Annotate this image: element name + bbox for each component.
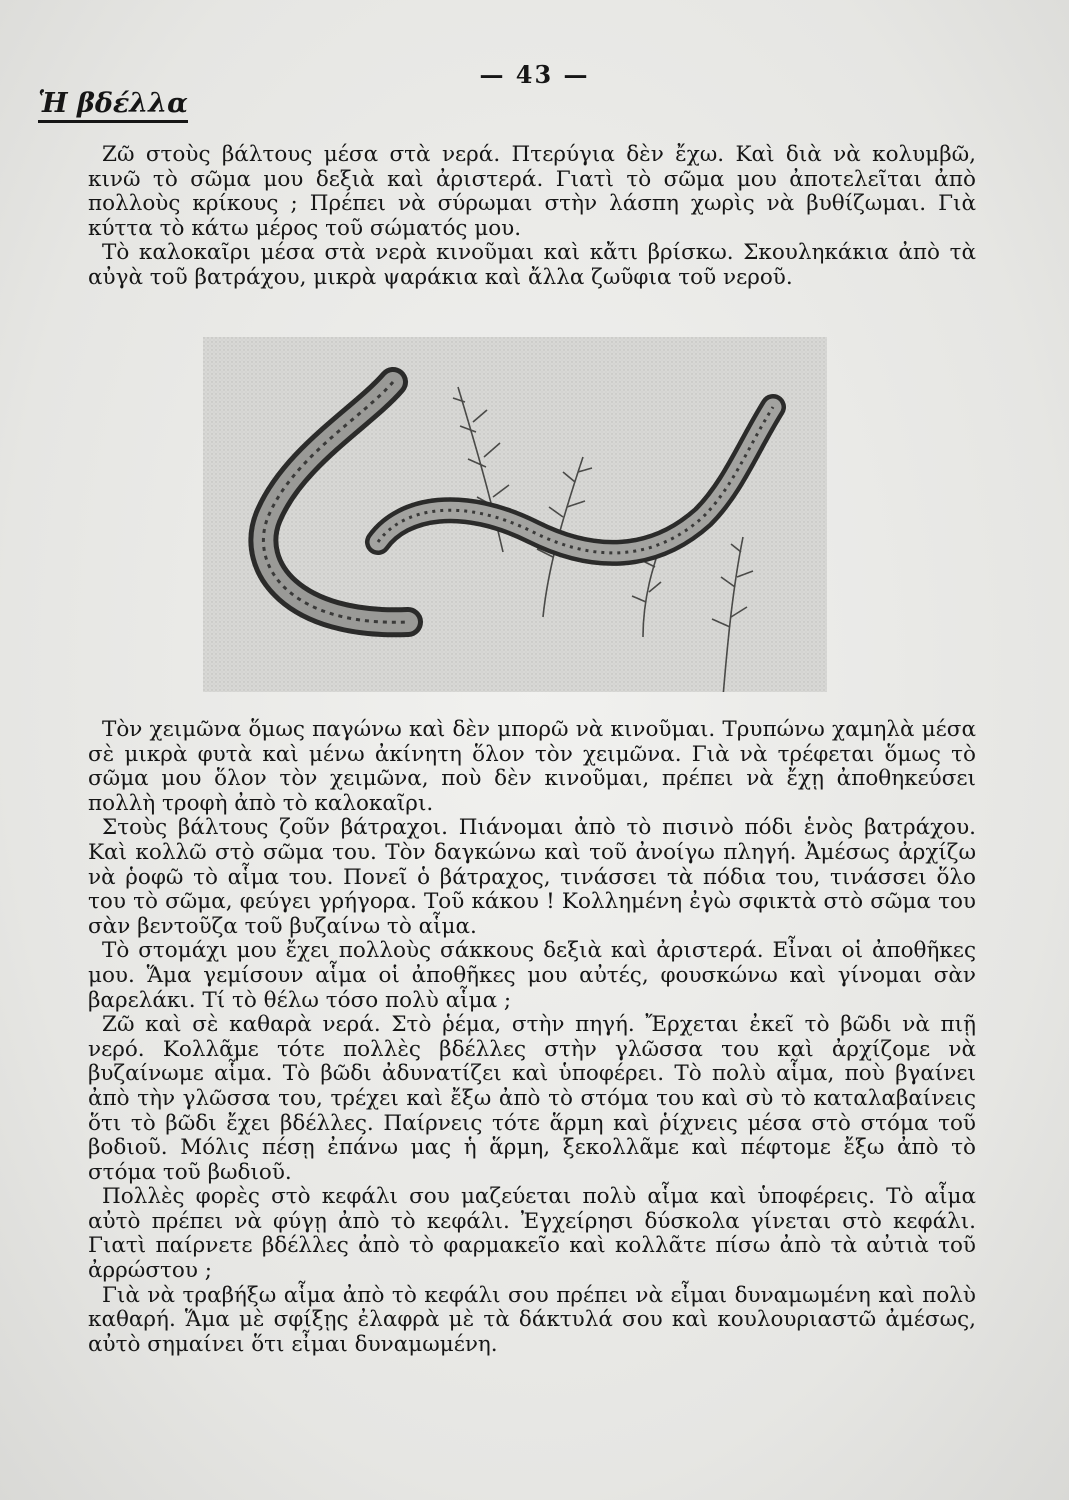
leech-illustration [203,337,827,692]
paragraph: Ζῶ στοὺς βάλτους μέσα στὰ νερά. Πτερύγια δὲν ἔχω. Καὶ διὰ νὰ κολυμβῶ, κινῶ τὸ σῶμα μου δεξιὰ καὶ ἀριστερά. Γιατὶ τὸ σῶμα μου ἀποτελεῖται ἀπὸ πολλοὺς κρίκους ; Πρέπει νὰ σύρωμαι στὴν λάσπη χωρὶς νὰ βυθίζωμαι. Γιὰ κύττα τὸ κάτω μέρος τοῦ σώματός μου. [88,142,976,241]
paragraph: Γιὰ νὰ τραβήξω αἷμα ἀπὸ τὸ κεφάλι σου πρέπει νὰ εἶμαι δυναμωμένη καὶ πολὺ καθαρή. Ἅμα μὲ σφίξῃς ἐλαφρὰ μὲ τὰ δάκτυλά σου καὶ κουλουριαστῶ ἀμέσως, αὐτὸ σημαίνει ὅτι εἶμαι δυναμωμένη. [88,1282,976,1357]
main-text [88,718,976,1357]
paragraph: Στοὺς βάλτους ζοῦν βάτραχοι. Πιάνομαι ἀπὸ τὸ πισινὸ πόδι ἑνὸς βατράχου. Καὶ κολλῶ στὸ σῶμα του. Τὸν δαγκώνω καὶ τοῦ ἀνοίγω πληγή. Ἀμέσως ἀρχίζω νὰ ῥοφῶ τὸ αἷμα του. Πονεῖ ὁ βάτραχος, τινάσσει τὰ πόδια του, τινάσσει ὅλο του τὸ σῶμα, φεύγει γρήγορα. Τοῦ κάκου ! Κολλημένη ἐγὼ σφικτὰ στὸ σῶμα του σὰν βεντοῦζα τοῦ βυζαίνω τὸ αἷμα. [88,815,976,939]
page-number: — 43 — [479,60,590,89]
intro-text [88,143,976,291]
paragraph: Πολλὲς φορὲς στὸ κεφάλι σου μαζεύεται πολὺ αἷμα καὶ ὑποφέρεις. Τὸ αἷμα αὐτὸ πρέπει νὰ φύγῃ ἀπὸ τὸ κεφάλι. Ἐγχείρησι δύσκολα γίνεται στὸ κεφάλι. Γιατὶ παίρνετε βδέλλες ἀπὸ τὸ φαρμακεῖο καὶ κολλᾶτε πίσω ἀπὸ τὰ αὐτιὰ τοῦ ἀρρώστου ; [88,1184,976,1284]
paragraph: Ζῶ καὶ σὲ καθαρὰ νερά. Στὸ ῥέμα, στὴν πηγή. Ἔρχεται ἐκεῖ τὸ βῶδι νὰ πιῇ νερό. Κολλᾶμε τότε πολλὲς βδέλλες στὴν γλῶσσα του καὶ ἀρχίζομε νὰ βυζαίνωμε αἷμα. Τὸ βῶδι ἀδυνατίζει καὶ ὑποφέρει. Τὸ πολὺ αἷμα, ποὺ βγαίνει ἀπὸ τὴν γλῶσσα του, τρέχει καὶ ἔξω ἀπὸ τὸ στόμα του καὶ σὺ τὸ καταλαβαίνεις ὅτι τὸ βῶδι ἔχει βδέλλες. Παίρνεις τότε ἅρμη καὶ ῥίχνεις μέσα στὸ στόμα τοῦ βοδιοῦ. Μόλις πέσῃ ἐπάνω μας ἡ ἅρμη, ξεκολλᾶμε καὶ πέφτομε ἔξω ἀπὸ τὸ στόμα τοῦ βωδιοῦ. [88,1012,976,1185]
paragraph: Τὸ στομάχι μου ἔχει πολλοὺς σάκκους δεξιὰ καὶ ἀριστερά. Εἶναι οἱ ἀποθῆκες μου. Ἅμα γεμίσουν αἷμα οἱ ἀποθῆκες μου αὐτές, φουσκώνω καὶ γίνομαι σὰν βαρελάκι. Τί τὸ θέλω τόσο πολὺ αἷμα ; [88,938,976,1013]
paragraph: Τὸ καλοκαῖρι μέσα στὰ νερὰ κινοῦμαι καὶ κἄτι βρίσκω. Σκουληκάκια ἀπὸ τὰ αὐγὰ τοῦ βατράχου, μικρὰ ψαράκια καὶ ἄλλα ζωῦφια τοῦ νεροῦ. [88,240,976,290]
page-title: Ἡ βδέλλα [38,88,188,123]
paragraph: Τὸν χειμῶνα ὅμως παγώνω καὶ δὲν μπορῶ νὰ κινοῦμαι. Τρυπώνω χαμηλὰ μέσα σὲ μικρὰ φυτὰ καὶ μένω ἀκίνητη ὅλον τὸν χειμῶνα. Γιὰ νὰ τρέφεται ὅμως τὸ σῶμα μου ὅλον τὸν χειμῶνα, ποὺ δὲν κινοῦμαι, πρέπει νὰ ἔχῃ ἀποθηκεύσει πολλὴ τροφὴ ἀπὸ τὸ καλοκαῖρι. [88,717,976,816]
leech-drawing [203,337,827,692]
